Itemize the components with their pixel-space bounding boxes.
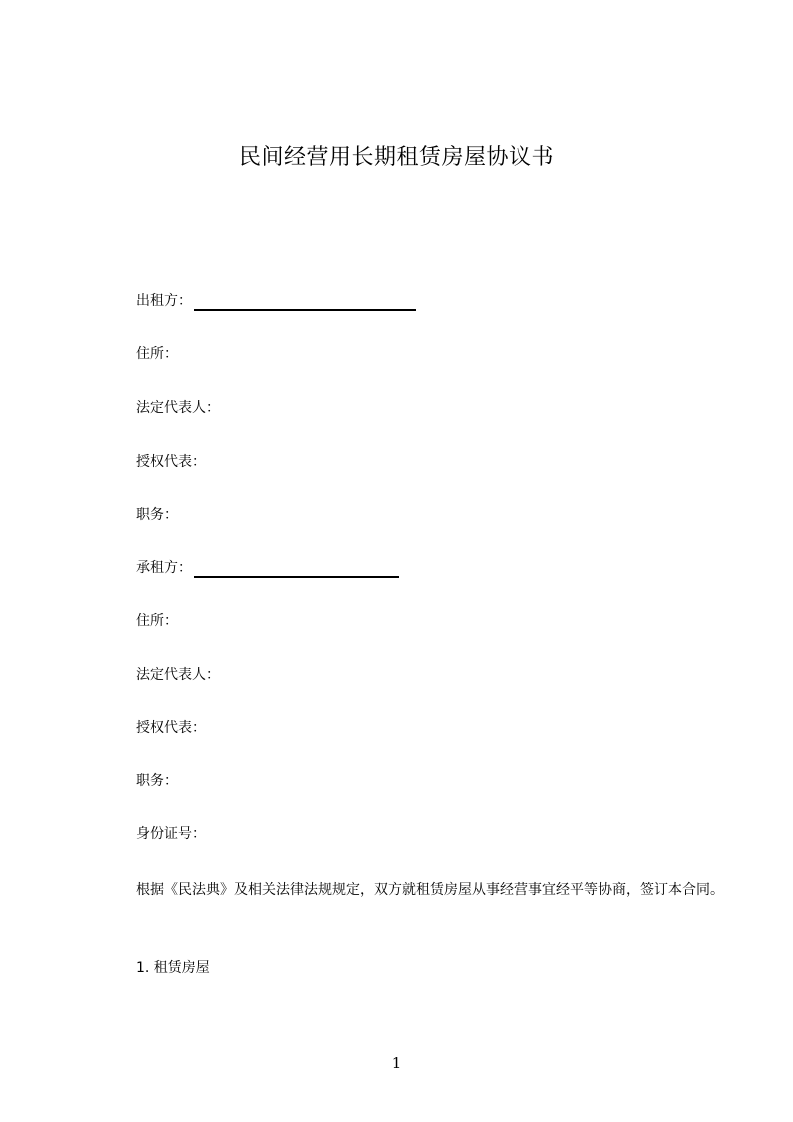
lessee-blank <box>194 564 399 578</box>
document-title: 民间经营用长期租赁房屋协议书 <box>238 145 554 170</box>
lessee-id-label: 身份证号： <box>136 826 206 842</box>
intro-paragraph: 根据《民法典》及相关法律法规规定，双方就租赁房屋从事经营事宜经平等协商，签订本合同。 <box>136 882 724 898</box>
lessor-position-label: 职务： <box>136 507 178 523</box>
lessor-legal-rep-label: 法定代表人： <box>136 400 220 416</box>
lessor-line <box>136 291 416 311</box>
lessee-label: 承租方： <box>136 560 192 576</box>
lessor-blank <box>194 297 416 311</box>
lessee-address-label: 住所： <box>136 613 178 629</box>
page-number: 1 <box>391 1054 402 1072</box>
lessor-authorized-rep-label: 授权代表： <box>136 454 206 470</box>
section-1-heading: 1. 租赁房屋 <box>136 960 210 976</box>
lessee-legal-rep-label: 法定代表人： <box>136 667 220 683</box>
lessor-address-label: 住所： <box>136 346 178 362</box>
lessee-authorized-rep-label: 授权代表： <box>136 720 206 736</box>
lessor-label: 出租方： <box>136 293 192 309</box>
lessee-position-label: 职务： <box>136 773 178 789</box>
lessee-line <box>136 558 399 578</box>
